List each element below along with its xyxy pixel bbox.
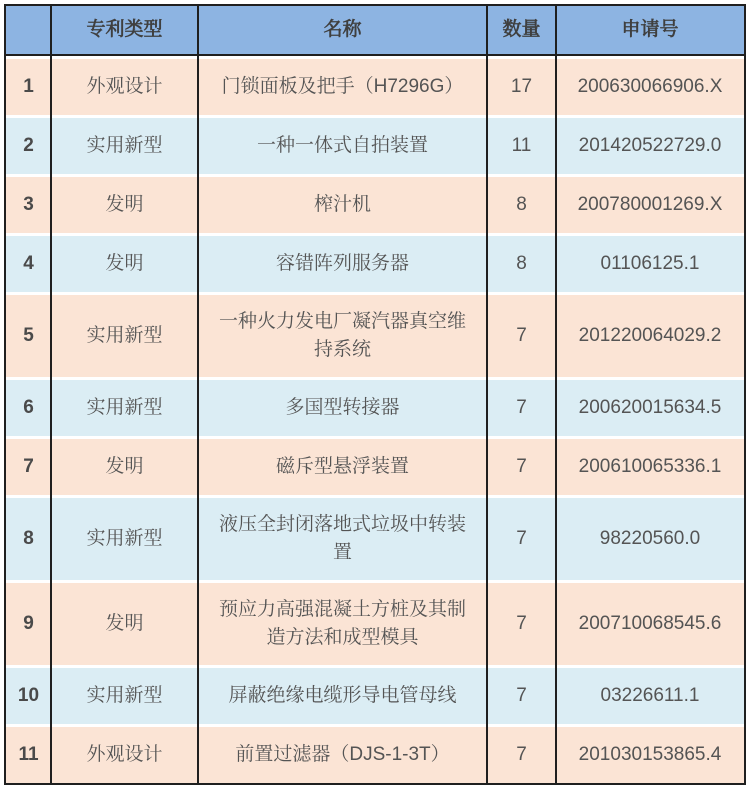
patent-type-cell: 外观设计 xyxy=(51,59,198,115)
table-row xyxy=(6,439,744,495)
application-number-cell: 200610065336.1 xyxy=(556,439,744,495)
count-cell: 7 xyxy=(487,439,556,495)
application-number-cell: 201220064029.2 xyxy=(556,295,744,377)
count-cell: 7 xyxy=(487,583,556,665)
count-cell: 8 xyxy=(487,177,556,233)
row-index-cell: 9 xyxy=(6,583,51,665)
count-cell: 7 xyxy=(487,295,556,377)
patent-name-cell: 门锁面板及把手（H7296G） xyxy=(198,59,487,115)
table-row xyxy=(6,380,744,436)
patent-type-cell: 发明 xyxy=(51,177,198,233)
application-number-cell: 200710068545.6 xyxy=(556,583,744,665)
row-index-cell: 10 xyxy=(6,668,51,724)
header-cell-count: 数量 xyxy=(487,6,556,54)
table-row xyxy=(6,236,744,292)
column-divider xyxy=(197,6,199,783)
row-index-cell: 6 xyxy=(6,380,51,436)
row-index-cell: 1 xyxy=(6,59,51,115)
application-number-cell: 201420522729.0 xyxy=(556,118,744,174)
column-divider xyxy=(486,6,488,783)
header-cell-index xyxy=(6,6,51,54)
count-cell: 7 xyxy=(487,498,556,580)
table-row xyxy=(6,177,744,233)
table-row xyxy=(6,498,744,580)
patent-name-cell: 液压全封闭落地式垃圾中转装置 xyxy=(198,498,487,580)
row-index-cell: 3 xyxy=(6,177,51,233)
table-row xyxy=(6,295,744,377)
patent-type-cell: 实用新型 xyxy=(51,295,198,377)
patent-name-cell: 磁斥型悬浮装置 xyxy=(198,439,487,495)
table-row xyxy=(6,727,744,783)
row-index-cell: 11 xyxy=(6,727,51,783)
patent-name-cell: 多国型转接器 xyxy=(198,380,487,436)
patent-table xyxy=(4,4,746,785)
application-number-cell: 200780001269.X xyxy=(556,177,744,233)
row-index-cell: 7 xyxy=(6,439,51,495)
column-divider xyxy=(50,6,52,783)
application-number-cell: 201030153865.4 xyxy=(556,727,744,783)
row-index-cell: 5 xyxy=(6,295,51,377)
patent-name-cell: 榨汁机 xyxy=(198,177,487,233)
row-index-cell: 4 xyxy=(6,236,51,292)
patent-type-cell: 发明 xyxy=(51,439,198,495)
header-cell-patent-type: 专利类型 xyxy=(51,6,198,54)
patent-type-cell: 发明 xyxy=(51,583,198,665)
patent-name-cell: 一种火力发电厂凝汽器真空维持系统 xyxy=(198,295,487,377)
header-cell-name: 名称 xyxy=(198,6,487,54)
table-row xyxy=(6,583,744,665)
row-index-cell: 2 xyxy=(6,118,51,174)
count-cell: 11 xyxy=(487,118,556,174)
patent-name-cell: 屏蔽绝缘电缆形导电管母线 xyxy=(198,668,487,724)
count-cell: 7 xyxy=(487,668,556,724)
patent-type-cell: 实用新型 xyxy=(51,668,198,724)
application-number-cell: 98220560.0 xyxy=(556,498,744,580)
table-row xyxy=(6,118,744,174)
application-number-cell: 200630066906.X xyxy=(556,59,744,115)
count-cell: 8 xyxy=(487,236,556,292)
patent-name-cell: 前置过滤器（DJS-1-3T） xyxy=(198,727,487,783)
application-number-cell: 200620015634.5 xyxy=(556,380,744,436)
table-row xyxy=(6,668,744,724)
patent-type-cell: 实用新型 xyxy=(51,498,198,580)
patent-name-cell: 预应力高强混凝土方桩及其制造方法和成型模具 xyxy=(198,583,487,665)
patent-name-cell: 容错阵列服务器 xyxy=(198,236,487,292)
count-cell: 7 xyxy=(487,727,556,783)
patent-type-cell: 外观设计 xyxy=(51,727,198,783)
patent-type-cell: 发明 xyxy=(51,236,198,292)
count-cell: 17 xyxy=(487,59,556,115)
patent-type-cell: 实用新型 xyxy=(51,118,198,174)
patent-name-cell: 一种一体式自拍装置 xyxy=(198,118,487,174)
header-cell-application-number: 申请号 xyxy=(556,6,744,54)
count-cell: 7 xyxy=(487,380,556,436)
application-number-cell: 03226611.1 xyxy=(556,668,744,724)
column-divider xyxy=(555,6,557,783)
row-index-cell: 8 xyxy=(6,498,51,580)
table-header-row xyxy=(6,6,744,56)
patent-type-cell: 实用新型 xyxy=(51,380,198,436)
application-number-cell: 01106125.1 xyxy=(556,236,744,292)
table-row xyxy=(6,59,744,115)
